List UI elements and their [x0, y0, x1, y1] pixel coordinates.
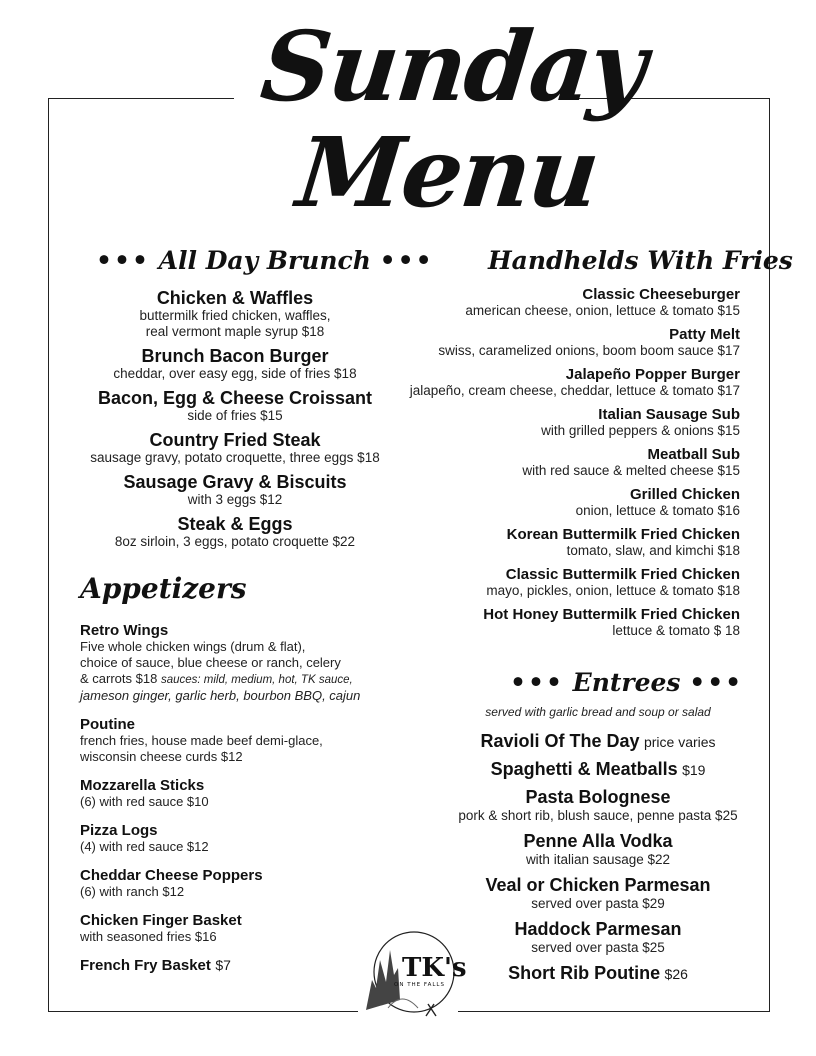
sauce-list: jameson ginger, garlic herb, bourbon BBQ, cajun: [80, 688, 361, 703]
item-name: Meatball Sub: [647, 446, 740, 463]
menu-item: [400, 286, 740, 319]
item-desc: pork & short rib, blush sauce, penne pasta $25: [458, 808, 738, 823]
menu-item: [80, 867, 400, 900]
item-price: $26: [664, 966, 688, 982]
item-name: Chicken Finger Basket: [80, 912, 242, 929]
item-desc: lettuce & tomato $ 18: [612, 623, 740, 638]
item-desc: french fries, house made beef demi-glace,: [80, 733, 323, 748]
item-name: Spaghetti & Meatballs: [490, 759, 678, 779]
menu-item: [80, 777, 400, 810]
item-name: Sausage Gravy & Biscuits: [123, 472, 347, 492]
menu-item: [440, 874, 756, 912]
item-name: Pasta Bolognese: [525, 787, 671, 807]
item-desc: cheddar, over easy egg, side of fries $18: [113, 366, 357, 381]
item-name: Bacon, Egg & Cheese Croissant: [97, 388, 373, 408]
dots-right: •••: [379, 246, 434, 275]
item-name: Hot Honey Buttermilk Fried Chicken: [483, 606, 740, 623]
item-name: Grilled Chicken: [629, 486, 740, 503]
brunch-list: [56, 288, 414, 556]
item-desc: with seasoned fries $16: [80, 929, 217, 944]
handhelds-list: [400, 286, 740, 646]
item-name: Brunch Bacon Burger: [141, 346, 329, 366]
item-name: Poutine: [80, 716, 135, 733]
item-desc-price: & carrots $18: [80, 671, 158, 686]
item-desc: with italian sausage $22: [525, 852, 671, 867]
menu-item: [440, 962, 756, 984]
menu-item: [56, 288, 414, 340]
entrees-heading-text: Entrees: [572, 668, 681, 697]
menu-item: [400, 406, 740, 439]
logo-subtext: ON THE FALLS: [394, 982, 445, 988]
appetizers-list: [80, 622, 400, 987]
logo-text: TK's: [402, 953, 467, 983]
menu-item: [56, 430, 414, 466]
item-name: French Fry Basket: [80, 957, 211, 974]
item-desc: with 3 eggs $12: [187, 492, 283, 507]
item-desc: served over pasta $25: [531, 940, 665, 955]
section-heading-appetizers: Appetizers: [80, 572, 247, 605]
menu-item: [56, 388, 414, 424]
menu-item: [440, 830, 756, 868]
menu-item: [400, 446, 740, 479]
item-desc: [80, 671, 400, 688]
menu-title-menu: Menu: [292, 116, 603, 229]
item-name: Classic Buttermilk Fried Chicken: [505, 566, 740, 583]
menu-item: [400, 326, 740, 359]
item-desc: onion, lettuce & tomato $16: [575, 503, 740, 518]
item-name: Penne Alla Vodka: [523, 831, 673, 851]
menu-item: [400, 566, 740, 599]
item-price: price varies: [643, 734, 716, 750]
menu-item: [400, 526, 740, 559]
menu-item: [80, 822, 400, 855]
item-desc: (4) with red sauce $12: [80, 839, 209, 854]
menu-item: [440, 918, 756, 956]
menu-item: [400, 366, 740, 399]
item-desc: mayo, pickles, onion, lettuce & tomato $18: [486, 583, 740, 598]
item-name: Classic Cheeseburger: [582, 286, 740, 303]
item-desc: served over pasta $29: [531, 896, 665, 911]
menu-item: [56, 514, 414, 550]
item-name: Jalapeño Popper Burger: [565, 366, 740, 383]
entrees-list: [440, 704, 756, 990]
item-name: Veal or Chicken Parmesan: [485, 875, 711, 895]
section-heading-brunch: [96, 246, 434, 275]
section-heading-handhelds: Handhelds With Fries: [488, 246, 793, 275]
section-heading-entrees: [510, 668, 744, 697]
menu-item: [56, 472, 414, 508]
item-name: Country Fried Steak: [149, 430, 321, 450]
menu-item: [80, 716, 400, 765]
item-name: Italian Sausage Sub: [598, 406, 740, 423]
menu-item: [440, 786, 756, 824]
menu-title-sunday: Sunday: [256, 10, 651, 123]
item-desc: Five whole chicken wings (drum & flat),: [80, 639, 306, 654]
item-price: $19: [682, 762, 706, 778]
brunch-heading-text: All Day Brunch: [158, 246, 371, 275]
item-desc: swiss, caramelized onions, boom boom sauce $17: [438, 343, 740, 358]
menu-item: [56, 346, 414, 382]
item-name: Pizza Logs: [80, 822, 158, 839]
menu-item: [440, 730, 756, 752]
menu-item: [400, 486, 740, 519]
item-name: Short Rib Poutine: [508, 963, 661, 983]
menu-item: [400, 606, 740, 639]
menu-item: [440, 758, 756, 780]
item-name: Chicken & Waffles: [156, 288, 314, 308]
item-desc: real vermont maple syrup $18: [145, 324, 325, 339]
item-desc: american cheese, onion, lettuce & tomato $15: [465, 303, 740, 318]
item-name: Ravioli Of The Day: [480, 731, 640, 751]
sauce-list: sauces: mild, medium, hot, TK sauce,: [160, 674, 353, 686]
entrees-note: served with garlic bread and soup or salad: [485, 705, 711, 719]
item-desc: buttermilk fried chicken, waffles,: [139, 308, 331, 323]
item-name: Mozzarella Sticks: [80, 777, 205, 794]
item-desc: with grilled peppers & onions $15: [541, 423, 740, 438]
menu-item: [80, 622, 400, 704]
item-desc: (6) with ranch $12: [80, 884, 185, 899]
item-name: Retro Wings: [80, 622, 169, 639]
item-price: $7: [215, 957, 231, 973]
item-name: Steak & Eggs: [177, 514, 293, 534]
dots-left: •••: [510, 668, 564, 697]
dots-left: •••: [96, 246, 150, 275]
item-name: Cheddar Cheese Poppers: [80, 867, 263, 884]
menu-item: [80, 912, 400, 945]
item-desc: side of fries $15: [187, 408, 283, 423]
dots-right: •••: [689, 668, 744, 697]
item-name: Korean Buttermilk Fried Chicken: [506, 526, 740, 543]
item-desc: with red sauce & melted cheese $15: [522, 463, 740, 478]
item-name: Patty Melt: [669, 326, 740, 343]
menu-item: [80, 957, 400, 975]
item-desc: (6) with red sauce $10: [80, 794, 209, 809]
item-desc: tomato, slaw, and kimchi $18: [566, 543, 740, 558]
item-desc: wisconsin cheese curds $12: [80, 749, 243, 764]
tks-logo: [358, 920, 467, 1020]
item-desc: 8oz sirloin, 3 eggs, potato croquette $22: [114, 534, 356, 549]
item-desc: choice of sauce, blue cheese or ranch, celery: [80, 655, 341, 670]
item-name: Haddock Parmesan: [514, 919, 682, 939]
item-desc: sausage gravy, potato croquette, three eggs $18: [90, 450, 380, 465]
item-desc: jalapeño, cream cheese, cheddar, lettuce & tomato $17: [409, 383, 740, 398]
